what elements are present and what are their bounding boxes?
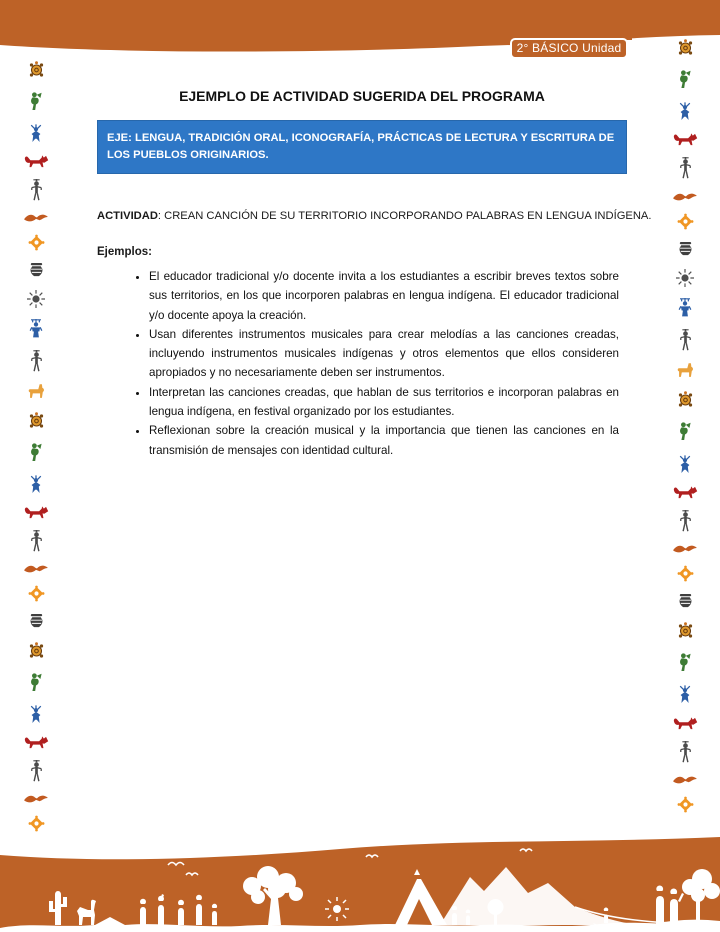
document-body	[97, 86, 652, 460]
pot-icon	[677, 241, 694, 258]
flower-icon	[677, 565, 694, 582]
blue-dancer-icon	[677, 685, 693, 705]
header-wave-art	[0, 0, 720, 71]
condor-icon	[24, 793, 48, 804]
blue-dancer-icon	[677, 102, 693, 122]
right-icon-column	[663, 38, 707, 813]
condor-icon	[673, 543, 697, 554]
actividad-text: : CREAN CANCIÓN DE SU TERRITORIO INCORPORANDO PALABRAS EN LENGUA INDÍGENA.	[157, 210, 652, 222]
left-icon-column	[14, 60, 58, 832]
turtle-icon	[676, 390, 695, 410]
turtle-icon	[676, 621, 695, 641]
sun-icon	[676, 269, 694, 287]
star-silhouette	[325, 897, 349, 921]
ejemplos-list	[97, 267, 627, 460]
actividad-label: ACTIVIDAD	[97, 210, 158, 222]
ejemplos-label: Ejemplos:	[97, 246, 152, 258]
flower-icon	[677, 796, 694, 813]
flower-icon	[28, 585, 45, 602]
standing-person-icon	[679, 157, 692, 179]
eje-banner: EJE: LENGUA, TRADICIÓN ORAL, ICONOGRAFÍA, PRÁCTICAS DE LECTURA Y ESCRITURA DE LOS PUEBLOS ORIGINARIOS.	[97, 120, 627, 174]
standing-person-icon	[30, 530, 43, 552]
green-musician-icon	[677, 69, 693, 91]
standing-person-icon	[679, 329, 692, 351]
footer-landscape-art	[0, 837, 720, 932]
ejemplo-bullet: • El educador tradicional y/o docente invita a los estudiantes a escribir breves textos sobre sus territorios, en los que incorporen palabras en lengua indígena. El educador tradicional y/o docente apoya la creación.	[149, 267, 619, 325]
ejemplo-bullet: • Reflexionan sobre la creación musical y la importancia que tienen las canciones en la transmisión de mensajes con identidad cultural.	[149, 421, 619, 460]
condor-icon	[673, 774, 697, 785]
standing-person-icon	[30, 760, 43, 782]
llama-icon	[675, 362, 695, 379]
pot-icon	[28, 613, 45, 630]
pot-icon	[28, 262, 45, 279]
page-title: EJEMPLO DE ACTIVIDAD SUGERIDA DEL PROGRAMA	[179, 88, 545, 104]
pot-icon	[677, 593, 694, 610]
blue-chief-icon	[28, 319, 44, 339]
turtle-icon	[27, 60, 46, 80]
llama-icon	[26, 383, 46, 400]
flower-icon	[28, 234, 45, 251]
fox-icon	[24, 506, 49, 519]
fox-icon	[24, 736, 49, 749]
standing-person-icon	[679, 741, 692, 763]
green-musician-icon	[677, 421, 693, 443]
fox-icon	[673, 133, 698, 146]
condor-icon	[24, 563, 48, 574]
turtle-icon	[676, 38, 695, 58]
green-musician-icon	[28, 91, 44, 113]
sun-icon	[27, 290, 45, 308]
condor-icon	[24, 212, 48, 223]
condor-icon	[673, 191, 697, 202]
green-musician-icon	[28, 442, 44, 464]
footer-landscape-svg	[0, 837, 720, 932]
blue-chief-icon	[677, 298, 693, 318]
ejemplo-bullet: • Usan diferentes instrumentos musicales para crear melodías a las canciones creadas, incluyendo instrumentos musicales indígenas y otros elementos que ellos consideren apropiados y no necesariamente deben ser instrumentos.	[149, 325, 619, 383]
turtle-icon	[27, 641, 46, 661]
green-musician-icon	[677, 652, 693, 674]
flower-icon	[28, 815, 45, 832]
fox-icon	[24, 155, 49, 168]
standing-person-icon	[30, 350, 43, 372]
blue-dancer-icon	[28, 475, 44, 495]
ejemplo-bullet: • Interpretan las canciones creadas, que hablan de sus territorios e incorporan palabras en lengua indígena, en festival organizado por los estudiantes.	[149, 383, 619, 422]
blue-dancer-icon	[28, 124, 44, 144]
fox-icon	[673, 717, 698, 730]
flower-icon	[677, 213, 694, 230]
turtle-icon	[27, 411, 46, 431]
standing-person-icon	[30, 179, 43, 201]
actividad-line	[97, 208, 652, 224]
green-musician-icon	[28, 672, 44, 694]
fox-icon	[673, 486, 698, 499]
unit-badge: 2° BÁSICO Unidad 4	[510, 38, 628, 59]
standing-person-icon	[679, 510, 692, 532]
blue-dancer-icon	[28, 705, 44, 725]
blue-dancer-icon	[677, 455, 693, 475]
